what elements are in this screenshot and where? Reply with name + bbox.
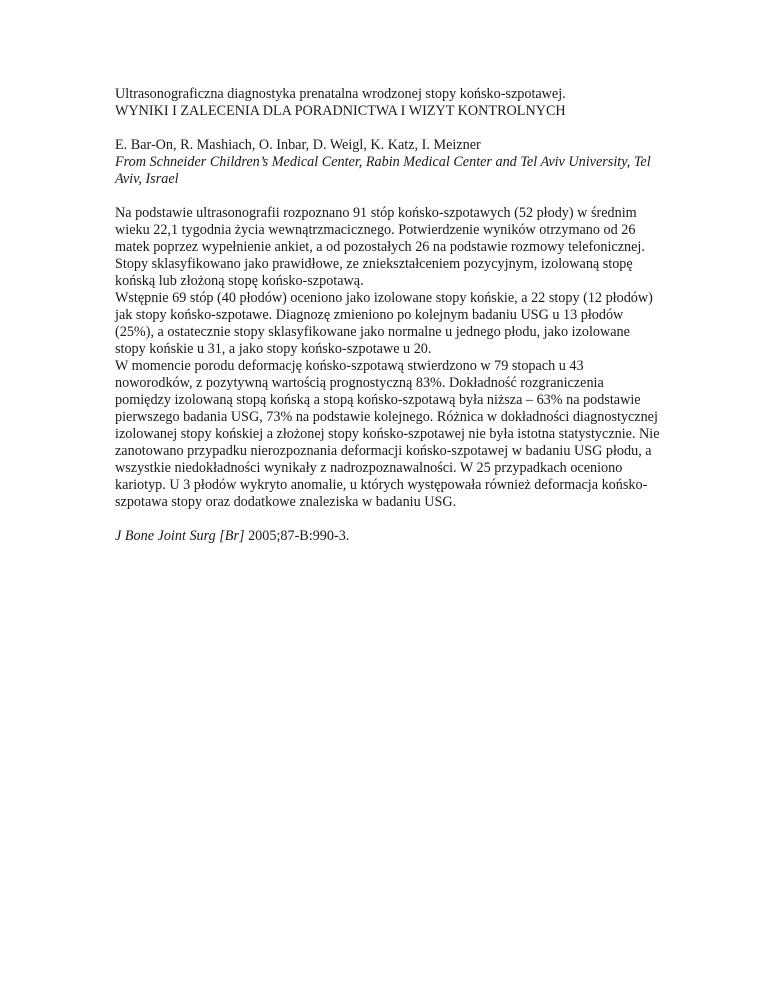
journal-name: J Bone Joint Surg [Br]	[115, 528, 245, 544]
abstract-paragraph-3: W momencie porodu deformację końsko-szpotawą stwierdzono w 79 stopach u 43 noworodków, z pozytywną wartością prognostyczną 83%. Dokładność rozgraniczenia pomiędzy izolowaną stopą końską a stopą końsko-szpotawą była niższa – 63% na podstawie pierwszego badania USG, 73% na podstawie kolejnego. Różnica w dokładności diagnostycznej izolowanej stopy końskiej a złożonej stopy końsko-szpotawej nie była istotna statystycznie. Nie zanotowano przypadku nierozpoznania deformacji końsko-szpotawej w badaniu USG płodu, a wszystkie niedokładności wynikały z nadrozpoznawalności. W 25 przypadkach oceniono kariotyp. U 3 płodów wykryto anomalie, u których występowała również deformacja końsko-szpotawa stopy oraz dodatkowe znaleziska w badaniu USG.	[115, 358, 660, 510]
journal-reference: 2005;87-B:990-3.	[248, 528, 350, 544]
abstract-body	[115, 205, 660, 511]
author-block	[115, 137, 660, 188]
title-line-1: Ultrasonograficzna diagnostyka prenatalna wrodzonej stopy końsko-szpotawej.	[115, 86, 566, 102]
article-title	[115, 86, 660, 120]
title-line-2: WYNIKI I ZALECENIA DLA PORADNICTWA I WIZYT KONTROLNYCH	[115, 103, 566, 119]
citation	[115, 528, 660, 545]
author-list: E. Bar-On, R. Mashiach, O. Inbar, D. Weigl, K. Katz, I. Meizner	[115, 137, 481, 153]
abstract-paragraph-2: Wstępnie 69 stóp (40 płodów) oceniono jako izolowane stopy końskie, a 22 stopy (12 płodów) jak stopy końsko-szpotawe. Diagnozę zmieniono po kolejnym badaniu USG u 13 płodów (25%), a ostatecznie stopy sklasyfikowane jako normalne u jednego płodu, jako izolowane stopy końskie u 31, a jako stopy końsko-szpotawe u 20.	[115, 290, 653, 357]
affiliation: From Schneider Children’s Medical Center, Rabin Medical Center and Tel Aviv University, Tel Aviv, Israel	[115, 154, 651, 187]
abstract-paragraph-1: Na podstawie ultrasonografii rozpoznano 91 stóp końsko-szpotawych (52 płody) w średnim wieku 22,1 tygodnia życia wewnątrzmacicznego. Potwierdzenie wyników otrzymano od 26 matek poprzez wypełnienie ankiet, a od pozostałych 26 na podstawie rozmowy telefonicznej. Stopy sklasyfikowano jako prawidłowe, ze zniekształceniem pozycyjnym, izolowaną stopę końską lub złożoną stopę końsko-szpotawą.	[115, 205, 645, 289]
document-page	[115, 86, 660, 559]
